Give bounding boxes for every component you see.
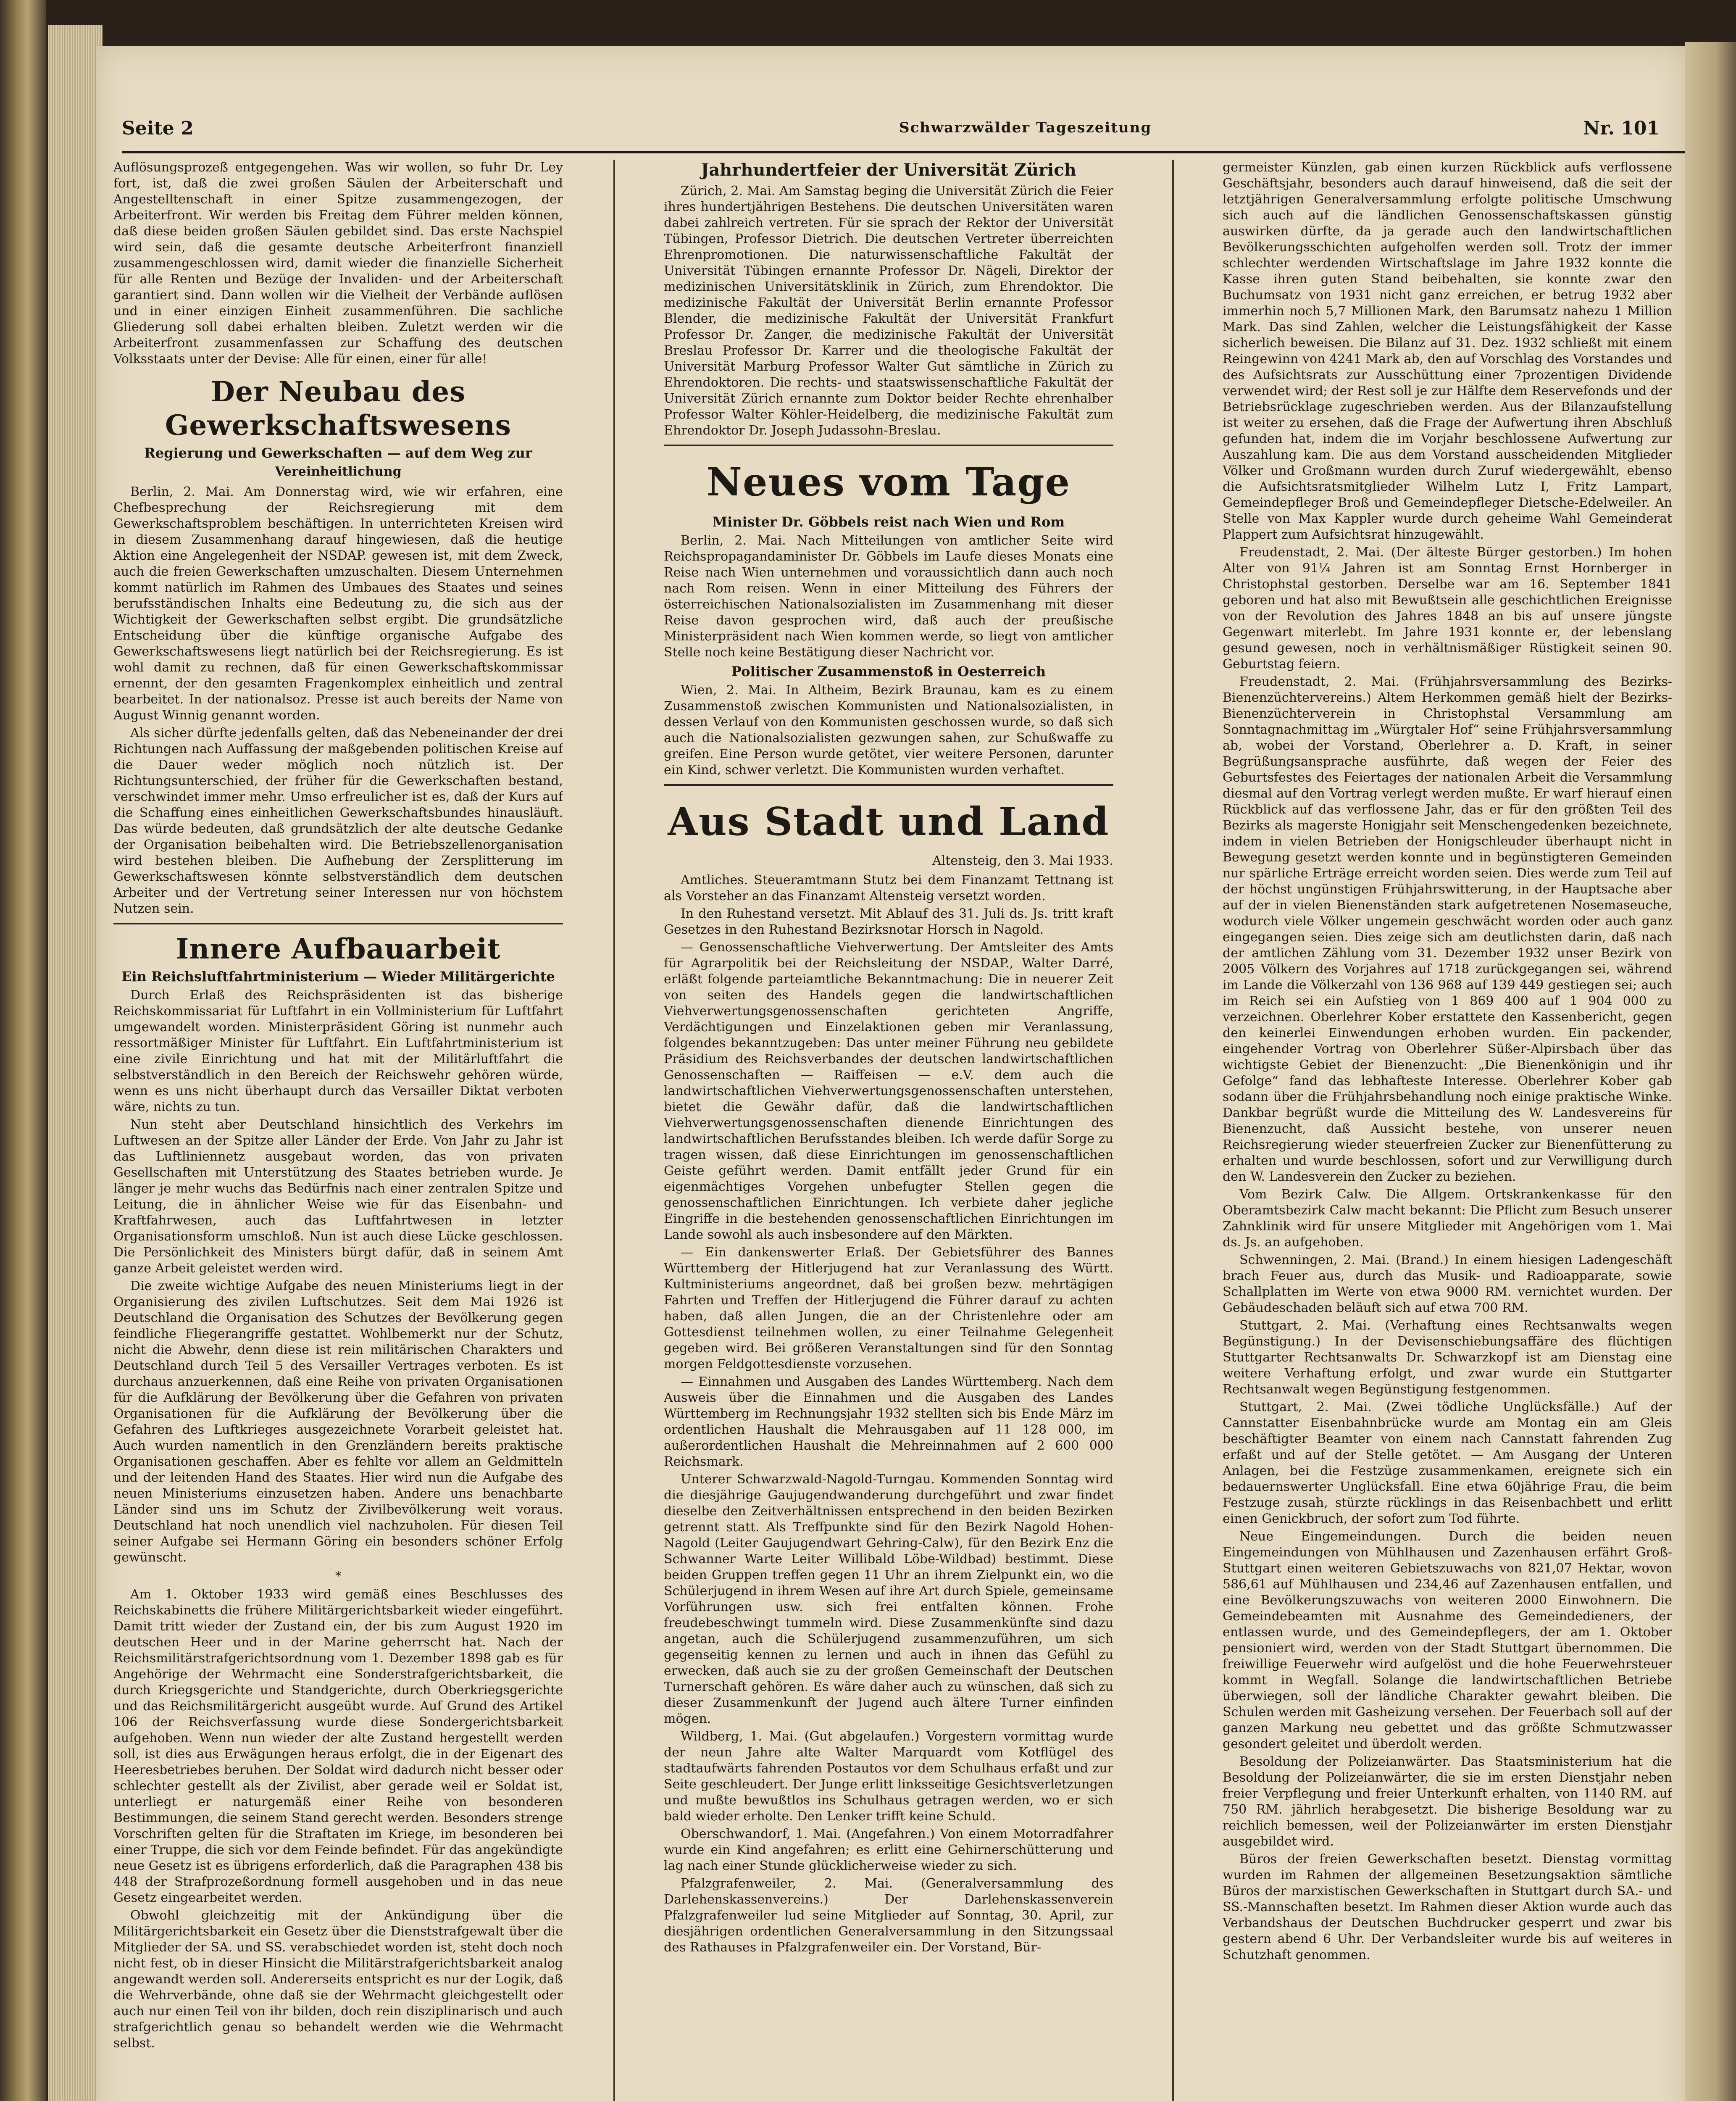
article-paragraph: — Ein dankenswerter Erlaß. Der Gebietsführer des Bannes Württemberg der Hitlerjugend hat zur Veranlassung des Württ. Kultministeriums angeordnet, daß bei großen bezw. mehrtägigen Fahrten und Treffen der Hitlerjugend die Führer darauf zu achten haben, daß allen Jungen, die an der Christenlehre oder am Gottesdienst teilnehmen wollen, zu einer Teilnahme Gelegenheit gegeben wird. Bei größeren Veranstaltungen sind für den Sonntag morgen Feldgottesdienste vorzusehen. (664, 1245, 1113, 1372)
article-paragraph: Nun steht aber Deutschland hinsichtlich des Verkehrs im Luftwesen an der Spitze aller Länder der Erde. Von Jahr zu Jahr ist das Luftliniennetz ausgebaut worden, das von privaten Gesellschaften mit Unterstützung des Staates betrieben wurde. Je länger je mehr wuchs das Bedürfnis nach einer zentralen Spitze und Leitung, die in ähnlicher Weise wie für das Eisenbahn- und Kraftfahrwesen, auch das Luftfahrtwesen in letzter Organisationsform umschloß. Nun ist auch diese Lücke geschlossen. Die Persönlichkeit des Ministers bürgt dafür, daß in seinem Amt ganze Arbeit geleistet werden wird. (113, 1117, 563, 1276)
column-rule (613, 160, 615, 2101)
issue-number: Nr. 101 (1583, 118, 1660, 139)
article-paragraph: Oberschwandorf, 1. Mai. (Angefahren.) Von einem Motorradfahrer wurde ein Kind angefahren; es erlitt eine Gehirnerschütterung und lag nach einer Stunde glücklicherweise wieder zu sich. (664, 1827, 1113, 1873)
headline-neubau: Der Neubau des Gewerkschaftswesens (165, 375, 511, 442)
article-paragraph: Pfalzgrafenweiler, 2. Mai. (Generalversammlung des Darlehenskassenvereins.) Der Darlehenskassenverein Pfalzgrafenweiler lud seine Mitglieder auf Sonntag, 30. April, zur diesjährigen ordentlichen Generalversammlung in den Sitzungssaal des Rathauses in Pfalzgrafenweiler ein. Der Vorstand, Bür- (664, 1876, 1113, 1955)
article-paragraph: — Genossenschaftliche Viehverwertung. Der Amtsleiter des Amts für Agrarpolitik bei der Reichsleitung der NSDAP., Walter Darré, erläßt folgende parteiamtliche Bekanntmachung: Die in neuerer Zeit von seiten des Handels gegen die landwirtschaftlichen Viehverwertungsgenossenschaften gerichteten Angriffe, Verdächtigungen und Einzelaktionen geben mir Veranlassung, folgendes bekanntzugeben: Das unter meiner Führung neu gebildete Präsidium des Reichsverbandes der deutschen landwirtschaftlichen Genossenschaften — Raiffeisen — e.V. dem auch die landwirtschaftlichen Viehverwertungsgenossenschaften unterstehen, bietet die Gewähr dafür, daß die landwirtschaftlichen Viehverwertungsgenossenschaften dienende Einrichtungen des landwirtschaftlichen Berufsstandes bleiben. Ich werde dafür Sorge zu tragen wissen, daß diese Einrichtungen im genossenschaftlichen Geiste geführt werden. Damit entfällt jeder Grund für ein eigenmächtiges Vorgehen unbefugter Stellen gegen die genossenschaftlichen Einrichtungen. Ich verbiete daher jegliche Eingriffe in die bestehenden genossenschaftlichen Einrichtungen im Lande sowohl als auch insbesondere auf den Märkten. (664, 940, 1113, 1242)
subheadline: Minister Dr. Göbbels reist nach Wien und Rom (712, 514, 1065, 530)
article-paragraph: Büros der freien Gewerkschaften besetzt. Dienstag vormittag wurden im Rahmen der allgemeinen Besetzungsaktion sämtliche Büros der marxistischen Gewerkschaften in Stuttgart durch SA.- und SS.-Mannschaften besetzt. Im Rahmen dieser Aktion wurde auch das Verbandshaus der Deutschen Buchdrucker gesperrt und zwar bis gestern abend 6 Uhr. Der Verbandsleiter wurde bis auf weiteres in Schutzhaft genommen. (1223, 1852, 1672, 1962)
section-divider (664, 445, 1113, 446)
headline-stadt-land: Aus Stadt und Land (668, 799, 1110, 844)
article-paragraph: Freudenstadt, 2. Mai. (Frühjahrsversammlung des Bezirks-Bienenzüchtervereins.) Altem Herkommen gemäß hielt der Bezirks-Bienenzüchterverein in Christophstal Versammlung am Sonntagnachmittag im „Würgtaler Hof“ seine Frühjahrsversammlung ab, wobei der Vorstand, Oberlehrer a. D. Kraft, in seiner Begrüßungsansprache ausführte, daß wegen der Feier des Geburtsfestes des Feiertages der nationalen Arbeit die Versammlung diesmal auf den Vortrag verlegt werden mußte. Er warf hierauf einen Rückblick auf das verflossene Jahr, das er für den größten Teil des Bezirks als magerste Honigjahr seit Menschengedenken bezeichnete, indem in vielen Betrieben der Honigschleuder überhaupt nicht in Bewegung gesetzt werden konnte und in begünstigteren Gemeinden nur spärliche Erträge erreicht worden seien. Dies werde zum Teil auf der höchst ungünstigen Frühjahrswitterung, in der Hauptsache aber auf der in vielen Bienenständen stark aufgetretenen Nosemaseuche, wodurch viele Völker ungemein geschwächt worden oder auch ganz eingegangen seien. Dies zeige sich am deutlichsten darin, daß nach der amtlichen Zählung vom 31. Dezember 1932 unser Bezirk von 2005 Völkern des Vorjahres auf 1718 zurückgegangen sei, während im Lande die Völkerzahl von 136 968 auf 139 449 gestiegen sei; auch im Reich sei ein Aufstieg von 1 869 400 auf 1 904 000 zu verzeichnen. Oberlehrer Kober erstattete den Kassenbericht, gegen den keinerlei Einwendungen erhoben wurden. Ein packender, eingehender Vortrag von Oberlehrer Süßer-Alpirsbach über das wichtigste Gebiet der Bienenzucht: „Die Bienenkönigin und ihr Gefolge“ fand das lebhafteste Interesse. Oberlehrer Kober gab sodann über die Frühjahrsbehandlung noch einige praktische Winke. Dankbar begrüßt wurde die Mitteilung des W. Landesvereins für Bienenzucht, daß Aussicht bestehe, von unserer neuen Reichsregierung wieder steuerfreien Zucker zur Bienenfütterung zu erhalten und wurde beschlossen, sofort und zur Verwilligung durch den W. Landesverein den Zucker zu beziehen. (1223, 674, 1672, 1184)
separator-star: * (335, 1569, 341, 1583)
article-paragraph: Die zweite wichtige Aufgabe des neuen Ministeriums liegt in der Organisierung des zivilen Luftschutzes. Seit dem Mai 1926 ist Deutschland die Organisation des Schutzes der Bevölkerung gegen feindliche Fliegerangriffe gestattet. Wohlbemerkt nur der Schutz, nicht die Abwehr, denn diese ist rein militärischen Charakters und Deutschland durch Teil 5 des Versailler Vertrages verboten. Es ist durchaus anzuerkennen, daß eine Reihe von privaten Organisationen für die Aufklärung der Bevölkerung über die Gefahren von privaten Organisationen für die Aufklärung der Bevölkerung über die Gefahren des Luftkrieges ausgezeichnete Vorarbeit geleistet hat. Auch wurden namentlich in den Grenzländern bereits praktische Organisationen geschaffen. Aber es fehlte vor allem an Geldmitteln und der leitenden Hand des Staates. Hier wird nun die Aufgabe des neuen Ministeriums einzusetzen haben. Andere uns benachbarte Länder sind uns im Schutz der Zivilbevölkerung weit voraus. Deutschland hat noch unendlich viel nachzuholen. Für diesen Teil seiner Aufgabe sei Hermann Göring ein besonders schöner Erfolg gewünscht. (113, 1279, 563, 1565)
article-paragraph: Am 1. Oktober 1933 wird gemäß eines Beschlusses des Reichskabinetts die frühere Militärgerichtsbarkeit wieder eingeführt. Damit tritt wieder der Zustand ein, der bis zum August 1920 im deutschen Heer und in der Marine geherrscht hat. Nach der Reichsmilitärstrafgerichtsordnung vom 1. Dezember 1898 gab es für Angehörige der Wehrmacht eine Sonderstrafgerichtsbarkeit, die durch Kriegsgerichte und Standgerichte, durch Oberkriegsgerichte und das Reichsmilitärgericht ausgeübt wurde. Auf Grund des Artikel 106 der Reichsverfassung wurde diese Sondergerichtsbarkeit aufgehoben. Wenn nun wieder der alte Zustand hergestellt werden soll, ist dies aus Erwägungen heraus erfolgt, die in der Eigenart des Heeresbetriebes beruhen. Der Soldat wird dadurch nicht besser oder schlechter gestellt als der Zivilist, aber gerade weil er Soldat ist, unterliegt er naturgemäß einer Reihe von besonderen Bestimmungen, die seinem Stand gerecht werden. Besonders strenge Vorschriften gelten für die Straftaten im Kriege, im besonderen bei einer Truppe, die sich vor dem Feinde befindet. Für das angekündigte neue Gesetz ist es übrigens erforderlich, daß die Paragraphen 438 bis 448 der Strafprozeßordnung formell ausgehoben und in das neue Gesetz eingearbeitet werden. (113, 1587, 563, 1905)
article-paragraph: Wien, 2. Mai. In Altheim, Bezirk Braunau, kam es zu einem Zusammenstoß zwischen Kommunisten und Nationalsozialisten, in dessen Verlauf von den Kommunisten geschossen wurde, so daß sich auch die Nationalsozialisten gezwungen sahen, zur Schußwaffe zu greifen. Eine Person wurde getötet, vier weitere Personen, darunter ein Kind, schwer verletzt. Die Kommunisten wurden verhaftet. (664, 683, 1113, 777)
section-divider (664, 784, 1113, 786)
facing-page-edge (1685, 42, 1736, 2101)
article-paragraph: Neue Eingemeindungen. Durch die beiden neuen Eingemeindungen von Mühlhausen und Zazenhausen erfährt Groß-Stuttgart einen weiteren Gebietszuwachs von 821,07 Hektar, wovon 586,61 auf Mühlhausen und 234,46 auf Zazenhausen entfallen, und eine Bevölkerungszuwachs von weiteren 2000 Einwohnern. Die Gemeindebeamten mit Ausnahme des Gemeindedieners, der entlassen wurde, und des Gemeindepflegers, der am 1. Oktober pensioniert wird, werden von der Stadt Stuttgart übernommen. Die freiwillige Feuerwehr wird aufgelöst und die hohe Feuerwehrsteuer kommt in Wegfall. Solange die landwirtschaftlichen Betriebe überwiegen, soll der ländliche Charakter gewahrt bleiben. Die Schulen werden mit Gasheizung versehen. Der Feuerbach soll auf der ganzen Markung neu gebettet und das größte Schmutzwasser gesondert geleitet und überdolt werden. (1223, 1529, 1672, 1751)
page-number: Seite 2 (122, 118, 194, 139)
headline-neues: Neues vom Tage (706, 459, 1071, 505)
book-binding (0, 0, 46, 2101)
column-right (1223, 160, 1672, 2101)
column-middle (664, 160, 1113, 2101)
article-paragraph: Berlin, 2. Mai. Nach Mitteilungen von amtlicher Seite wird Reichspropagandaminister Dr. Göbbels im Laufe dieses Monats eine Reise nach Wien unternehmen und voraussichtlich dann auch noch nach Rom reisen. Wenn in einer Mitteilung des Führers der österreichischen Nationalsozialisten im Zusammenhang mit dieser Reise davon gesprochen wird, daß auch der preußische Ministerpräsident nach Wien kommen werde, so liegt von amtlicher Stelle noch keine Bestätigung dieser Nachricht vor. (664, 533, 1113, 660)
headline-innere: Innere Aufbauarbeit (176, 932, 501, 965)
page-edges (46, 25, 103, 2101)
article-paragraph: Durch Erlaß des Reichspräsidenten ist das bisherige Reichskommissariat für Luftfahrt in ein Vollministerium für Luftfahrt umgewandelt worden. Ministerpräsident Göring ist nunmehr auch ressortmäßiger Minister für Luftfahrt. Ein Luftfahrtministerium ist eine zivile Einrichtung und hat mit der Militärluftfahrt die selbstverständlich in den Bereich der Reichswehr gehören würde, wenn es uns nicht überhaupt durch das Versailler Diktat verboten wäre, nichts zu tun. (113, 988, 563, 1114)
article-paragraph: In den Ruhestand versetzt. Mit Ablauf des 31. Juli ds. Js. tritt kraft Gesetzes in den Ruhestand Bezirksnotar Horsch in Nagold. (664, 906, 1113, 937)
article-paragraph: Vom Bezirk Calw. Die Allgem. Ortskrankenkasse für den Oberamtsbezirk Calw macht bekannt: Die Pflicht zum Besuch unserer Zahnklinik wird für unsere Mitglieder mit Angehörigen vom 1. Mai ds. Js. an aufgehoben. (1223, 1187, 1672, 1250)
article-paragraph: Berlin, 2. Mai. Am Donnerstag wird, wie wir erfahren, eine Chefbesprechung der Reichsregierung mit dem Gewerkschaftsproblem beschäftigen. In unterrichteten Kreisen wird in diesem Zusammenhang darauf hingewiesen, daß die heutige Aktion eine Angelegenheit der NSDAP. gewesen ist, mit dem Zweck, auch die freien Gewerkschaften umzuschalten. Diesem Unternehmen kommt natürlich im Rahmen des Umbaues des Staates und seines berufsständischen Inhalts eine Bedeutung zu, die sich aus der Wichtigkeit der Gewerkschaften selbst ergibt. Die grundsätzliche Entscheidung über die künftige organische Aufgabe des Gewerkschaftswesens liegt natürlich bei der Reichsregierung. Es ist wohl damit zu rechnen, daß für einen Gewerkschaftskommissar ernennt, der den gesamten Fragenkomplex einheitlich und zentral bearbeitet. In der nationalsoz. Presse ist auch bereits der Name von August Winnig genannt worden. (113, 484, 563, 723)
article-paragraph: Wildberg, 1. Mai. (Gut abgelaufen.) Vorgestern vormittag wurde der neun Jahre alte Walter Marquardt vom Kotflügel des stadtaufwärts fahrenden Postautos vor dem Schulhaus erfaßt und zur Seite geschleudert. Der Junge erlitt linksseitige Gesichtsverletzungen und mußte bewußtlos ins Schulhaus getragen werden, wo er sich bald wieder erholte. Den Lenker trifft keine Schuld. (664, 1729, 1113, 1824)
subheadline: Regierung und Gewerkschaften — auf dem Weg zur (144, 445, 532, 461)
page-header (122, 118, 1685, 153)
article-paragraph: Schwenningen, 2. Mai. (Brand.) In einem hiesigen Ladengeschäft brach Feuer aus, durch das Musik- und Radioapparate, sowie Schallplatten im Werte von etwa 9000 RM. vernichtet wurden. Der Gebäudeschaden beläuft sich auf etwa 700 RM. (1223, 1253, 1672, 1315)
article-paragraph: Als sicher dürfte jedenfalls gelten, daß das Nebeneinander der drei Richtungen nach Auffassung der maßgebenden politischen Kreise auf die Dauer weder möglich noch nützlich ist. Der Richtungsunterschied, der früher für die Gewerkschaften bestand, verschwindet immer mehr. Umso erfreulicher ist es, daß der Kurs auf die Schaffung eines einheitlichen Gewerkschaftsbundes hinausläuft. Das würde bedeuten, daß grundsätzlich der alte deutsche Gedanke der Organisation beibehalten wird. Die Betriebszellenorganisation wird bestehen bleiben. Die Aufhebung der Zersplitterung im Gewerkschaftswesen könnte selbstverständlich dem deutschen Arbeiter und der Vertretung seiner Interessen nur von höchstem Nutzen sein. (113, 726, 563, 916)
article-paragraph: — Einnahmen und Ausgaben des Landes Württemberg. Nach dem Ausweis über die Einnahmen und die Ausgaben des Landes Württemberg im Rechnungsjahr 1932 stellten sich bis Ende März im ordentlichen Haushalt die Mehrausgaben auf 11 128 000, im außerordentlichen Haushalt die Mehreinnahmen auf 2 600 000 Reichsmark. (664, 1374, 1113, 1469)
column-left (113, 160, 563, 2101)
article-paragraph: Unterer Schwarzwald-Nagold-Turngau. Kommenden Sonntag wird die diesjährige Gaujugendwanderung durchgeführt und zwar findet dieselbe den Zeitverhältnissen entsprechend in den beiden Bezirken getrennt statt. Als Treffpunkte sind für den Bezirk Nagold Hohen-Nagold (Leiter Gaujugendwart Gehring-Calw), für den Bezirk Enz die Schwanner Warte Leiter Willibald Löbe-Wildbad) bestimmt. Diese beiden Gruppen treffen gegen 11 Uhr an ihrem Zielpunkt ein, wo die Schülerjugend in ihrem Wesen auf ihre Art durch Spiele, gemeinsame Vorführungen usw. sich frei entfalten können. Frohe freudebeschwingt tummeln wird. Diese Zusammenkünfte sind dazu angetan, auch die Schülerjugend zusammenzuführen, um sich gegenseitig kennen zu lernen und auch in ihnen das Gefühl zu erwecken, daß auch sie zu der großen Gemeinschaft der Deutschen Turnerschaft gehören. Es wäre daher auch zu wünschen, daß sich zu dieser Zusammenkunft der Jugend auch ältere Turner einfinden mögen. (664, 1472, 1113, 1726)
article-paragraph: Amtliches. Steueramtmann Stutz bei dem Finanzamt Tettnang ist als Vorsteher an das Finanzamt Altensteig versetzt worden. (664, 873, 1113, 903)
column-rule (1172, 160, 1174, 2101)
article-paragraph: Freudenstadt, 2. Mai. (Der älteste Bürger gestorben.) Im hohen Alter von 91¼ Jahren ist am Sonntag Ernst Hornberger in Christophstal gestorben. Derselbe war am 16. September 1841 geboren und hat also mit Bewußtsein alle geschichtlichen Ereignisse von der Revolution des Jahres 1848 an bis auf unsere jüngste Gegenwart miterlebt. Im Jahre 1931 konnte er, der lebenslang gesund gewesen, noch in verhältnismäßiger Rüstigkeit seinen 90. Geburtstag feiern. (1223, 545, 1672, 671)
article-continuation: Auflösungsprozeß entgegengehen. Was wir wollen, so fuhr Dr. Ley fort, ist, daß die zwei großen Säulen der Arbeiterschaft und Angestelltenschaft in einer Spitze zusammengezogen, der Arbeiterfront. Wir werden bis Freitag dem Führer melden können, daß diese beiden großen Säulen gebildet sind. Das erste Nachspiel wird sein, daß die gesamte deutsche Arbeiterfront finanziell zusammengeschlossen wird, damit wieder die finanzielle Sicherheit für alle Renten und Bezüge der Invaliden- und der Arbeiterschaft garantiert sind. Dann wollen wir die Vielheit der Verbände auflösen und in einer einzigen Einheit zusammenführen. Die sachliche Gliederung soll dabei erhalten bleiben. Zuletzt werden wir die Arbeiterfront zusammenfassen zur Schaffung des deutschen Volksstaats unter der Devise: Alle für einen, einer für alle! (113, 160, 563, 366)
dateline: Altensteig, den 3. Mai 1933. (932, 853, 1113, 868)
article-paragraph: Obwohl gleichzeitig mit der Ankündigung über die Militärgerichtsbarkeit ein Gesetz über die Dienststrafgewalt über die Mitglieder der SA. und SS. verabschiedet worden ist, steht doch noch nicht fest, ob in dieser Hinsicht die Militärstrafgerichtsbarkeit analog angewandt werden soll. Andererseits entspricht es nur der Logik, daß die Wehrverbände, ohne daß sie der Wehrmacht gleichgestellt oder auch nur einen Teil von ihr bilden, doch rein disziplinarisch und auch strafgerichtlich genau so behandelt werden wie die Wehrmacht selbst. (113, 1908, 563, 2051)
article-paragraph: Besoldung der Polizeianwärter. Das Staatsministerium hat die Besoldung der Polizeianwärter, die sie im ersten Dienstjahr neben freier Verpflegung und freier Unterkunft erhalten, von 1140 RM. auf 750 RM. jährlich herabgesetzt. Die bisherige Besoldung war zu reichlich bemessen, weil der Polizeianwärter im ersten Dienstjahr ausgebildet wird. (1223, 1754, 1672, 1849)
headline-zurich: Jahrhundertfeier der Universität Zürich (701, 160, 1076, 180)
section-divider (113, 923, 563, 924)
newspaper-title: Schwarzwälder Tageszeitung (899, 119, 1152, 136)
article-paragraph: Zürich, 2. Mai. Am Samstag beging die Universität Zürich die Feier ihres hundertjährigen Bestehens. Die deutschen Universitäten waren dabei zahlreich vertreten. Für sie sprach der Rektor der Universität Tübingen, Professor Dietrich. Die deutschen Vertreter überreichten Ehrenpromotionen. Die naturwissenschaftliche Fakultät der Universität Tübingen ernannte Professor Dr. Nägeli, Direktor der medizinischen Universitätsklinik in Zürich, zum Ehrendoktor. Die medizinische Fakultät der Universität Berlin ernannte Professor Blender, die medizinische Fakultät der Universität Frankfurt Professor Dr. Zanger, die medizinische Fakultät der Universität Breslau Professor Dr. Karrer und die theologische Fakultät der Universität Marburg Professor Walter Gut sämtliche in Zürich zu Ehrendoktoren. Die rechts- und staatswissenschaftliche Fakultät der Universität Zürich ernannte zum Doktor beider Rechte ehrenhalber Professor Walter Köhler-Heidelberg, die medizinische Fakultät zum Ehrendoktor Dr. Joseph Judassohn-Breslau. (664, 184, 1113, 438)
subheadline: Ein Reichsluftfahrtministerium — Wieder Militärgerichte (121, 969, 555, 985)
subheadline: Politischer Zusammenstoß in Oesterreich (731, 663, 1046, 679)
article-continuation: germeister Künzlen, gab einen kurzen Rückblick aufs verflossene Geschäftsjahr, besonders auch darauf hinweisend, daß die seit der letztjährigen Generalversammlung erfolgte politische Umschwung sich auch auf die ländlichen Genossenschaftskassen günstig auswirken dürfte, da ja gerade auch den landwirtschaftlichen Bevölkerungsschichten aufgeholfen werden soll. Trotz der immer schlechter werdenden Wirtschaftslage im Jahre 1932 konnte die Kasse ihren guten Stand beibehalten, sie konnte zwar den Buchumsatz von 1931 nicht ganz erreichen, er betrug 1932 aber immerhin noch 5,7 Millionen Mark, den Barumsatz nahezu 1 Million Mark. Das sind Zahlen, welcher die Leistungsfähigkeit der Kasse sicherlich beweisen. Die Bilanz auf 31. Dez. 1932 schließt mit einem Reingewinn von 4241 Mark ab, den auf Vorschlag des Vorstandes und des Aufsichtsrats zur Ausschüttung einer 7prozentigen Dividende verwendet wird; der Rest soll je zur Hälfte dem Reservefonds und der Betriebsrücklage zugeschrieben werden. Aus der Bilanzaufstellung ist weiter zu ersehen, daß die Frage der Aufwertung ihren Abschluß gefunden hat, indem die im Vorjahr beschlossene Aufwertung zur Auszahlung kam. Die aus dem Vorstand ausscheidenden Mitglieder Völker und Großmann wurden durch Zuruf wiedergewählt, ebenso die Aufsichtsratsmitglieder Wilhelm Lutz I, Fritz Lampart, Gemeindepfleger Broß und Gemeindepfleger Dietsche-Edelweiler. An Stelle von Max Kappler wurde durch geheime Wahl Gemeinderat Plappert zum Aufsichtsrat hinzugewählt. (1223, 160, 1672, 542)
subheadline: Vereinheitlichung (275, 464, 402, 479)
newspaper-page (97, 46, 1685, 2101)
article-paragraph: Stuttgart, 2. Mai. (Verhaftung eines Rechtsanwalts wegen Begünstigung.) In der Devisenschiebungsaffäre des flüchtigen Stuttgarter Rechtsanwalts Dr. Schwarzkopf ist am Dienstag eine weitere Verhaftung erfolgt, und zwar wurde ein Stuttgarter Rechtsanwalt wegen Begünstigung festgenommen. (1223, 1318, 1672, 1397)
article-paragraph: Stuttgart, 2. Mai. (Zwei tödliche Unglücksfälle.) Auf der Cannstatter Eisenbahnbrücke wurde am Montag ein am Gleis beschäftigter Beamter von einem nach Cannstatt fahrenden Zug erfaßt und auf der Stelle getötet. — Am Ausgang der Unteren Anlagen, bei die Festzüge zusammenkamen, ereignete sich ein bedauernswerter Unglücksfall. Eine etwa 60jährige Frau, die beim Festzuge zusah, stürzte rücklings in das Reisenbachbett und erlitt einen Genickbruch, der sofort zum Tod führte. (1223, 1400, 1672, 1526)
